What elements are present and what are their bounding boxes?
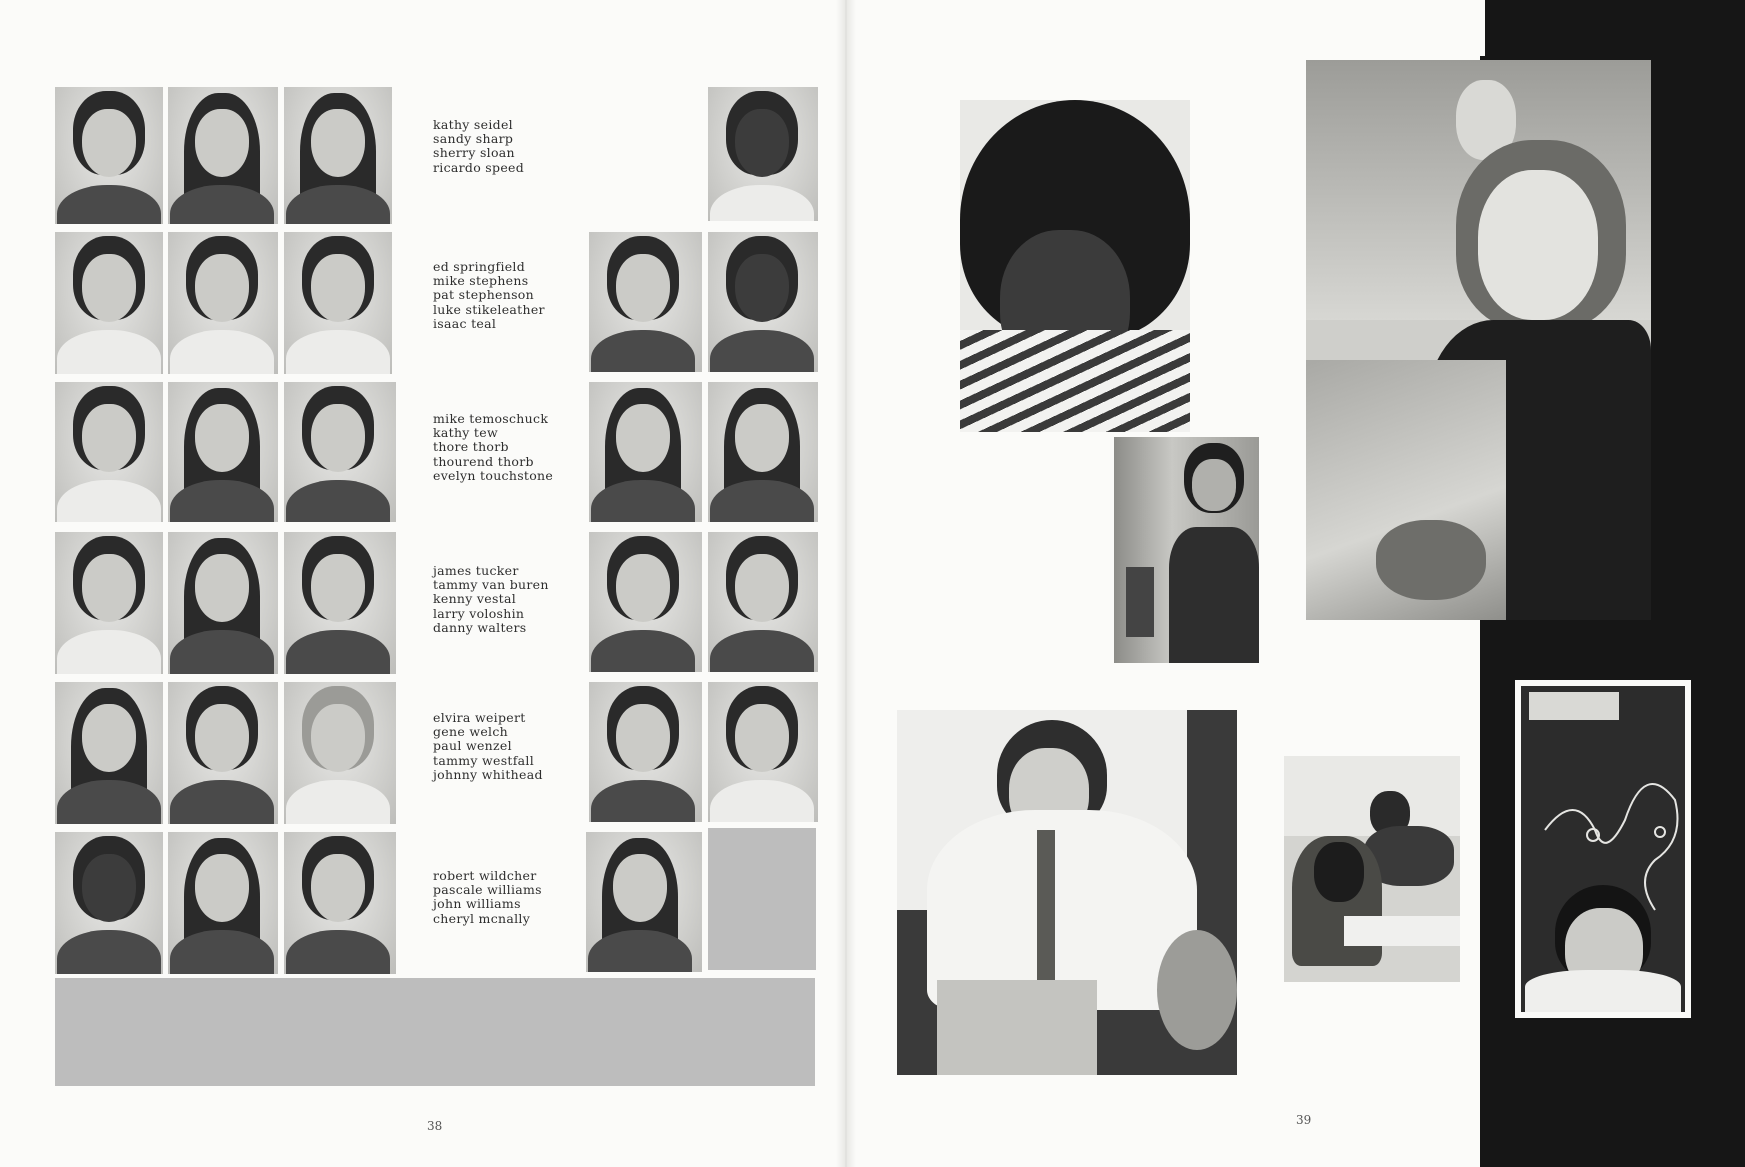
name-list bbox=[433, 869, 542, 926]
student-name: mike stephens bbox=[433, 273, 529, 289]
student-portrait bbox=[284, 682, 396, 824]
student-name: thore thorb bbox=[433, 439, 509, 455]
student-name: elvira weipert bbox=[433, 710, 526, 725]
student-name: kathy seidel bbox=[433, 117, 513, 132]
student-name: cheryl mcnally bbox=[433, 910, 531, 926]
student-portrait bbox=[284, 382, 396, 522]
candid-photo bbox=[1284, 756, 1460, 982]
student-portrait bbox=[284, 232, 392, 374]
page-number: 38 bbox=[427, 1119, 443, 1133]
student-portrait bbox=[168, 382, 278, 522]
student-portrait bbox=[708, 382, 818, 522]
name-list bbox=[433, 118, 524, 175]
student-portrait bbox=[55, 832, 163, 974]
candid-photo bbox=[960, 100, 1190, 432]
student-name: johnny whithead bbox=[433, 766, 543, 782]
student-name: gene welch bbox=[433, 724, 508, 740]
student-portrait bbox=[168, 87, 278, 224]
student-portrait bbox=[55, 87, 163, 224]
student-name: luke stikeleather bbox=[433, 301, 545, 317]
student-portrait bbox=[708, 532, 818, 672]
candid-photo bbox=[1114, 437, 1259, 663]
student-name: larry voloshin bbox=[433, 605, 525, 621]
student-portrait bbox=[708, 682, 818, 822]
student-name: paul wenzel bbox=[433, 738, 512, 754]
student-portrait bbox=[284, 532, 396, 674]
student-name: james tucker bbox=[433, 563, 519, 578]
candid-photo bbox=[897, 710, 1237, 1075]
student-name: evelyn touchstone bbox=[433, 467, 554, 483]
page-number: 39 bbox=[1296, 1113, 1312, 1127]
student-portrait bbox=[589, 682, 702, 822]
student-name: robert wildcher bbox=[433, 868, 537, 883]
name-list bbox=[433, 260, 545, 331]
student-name: isaac teal bbox=[433, 315, 497, 331]
student-portrait bbox=[708, 87, 818, 221]
missing-photo-placeholder bbox=[708, 828, 816, 970]
student-portrait bbox=[589, 232, 702, 372]
student-portrait bbox=[168, 682, 278, 824]
student-name: danny walters bbox=[433, 619, 527, 635]
student-portrait bbox=[284, 87, 392, 224]
student-portrait bbox=[168, 832, 278, 974]
student-name: john williams bbox=[433, 896, 521, 912]
student-portrait bbox=[55, 232, 163, 374]
student-name: sandy sharp bbox=[433, 131, 514, 147]
student-portrait bbox=[55, 532, 163, 674]
student-name: ricardo speed bbox=[433, 159, 525, 175]
student-name: thourend thorb bbox=[433, 453, 534, 469]
student-name: pascale williams bbox=[433, 882, 542, 898]
candid-photo bbox=[1306, 60, 1651, 620]
student-portrait bbox=[55, 682, 163, 824]
student-name: pat stephenson bbox=[433, 287, 534, 303]
student-portrait bbox=[168, 232, 278, 374]
student-portrait bbox=[589, 532, 702, 672]
student-portrait bbox=[586, 832, 702, 972]
student-portrait bbox=[284, 832, 396, 974]
student-portrait bbox=[589, 382, 702, 522]
page-gutter bbox=[836, 0, 856, 1167]
name-list bbox=[433, 564, 549, 635]
student-name: tammy westfall bbox=[433, 752, 535, 768]
student-name: sherry sloan bbox=[433, 145, 515, 161]
gray-footer-block bbox=[55, 978, 815, 1086]
name-list bbox=[433, 412, 553, 483]
student-name: mike temoschuck bbox=[433, 411, 549, 426]
student-name: tammy van buren bbox=[433, 577, 549, 593]
student-name: ed springfield bbox=[433, 259, 526, 274]
student-name: kenny vestal bbox=[433, 591, 517, 607]
student-portrait bbox=[708, 232, 818, 372]
student-portrait bbox=[168, 532, 278, 674]
name-list bbox=[433, 711, 543, 782]
student-portrait bbox=[55, 382, 163, 522]
candid-photo bbox=[1515, 680, 1691, 1018]
student-name: kathy tew bbox=[433, 425, 498, 441]
